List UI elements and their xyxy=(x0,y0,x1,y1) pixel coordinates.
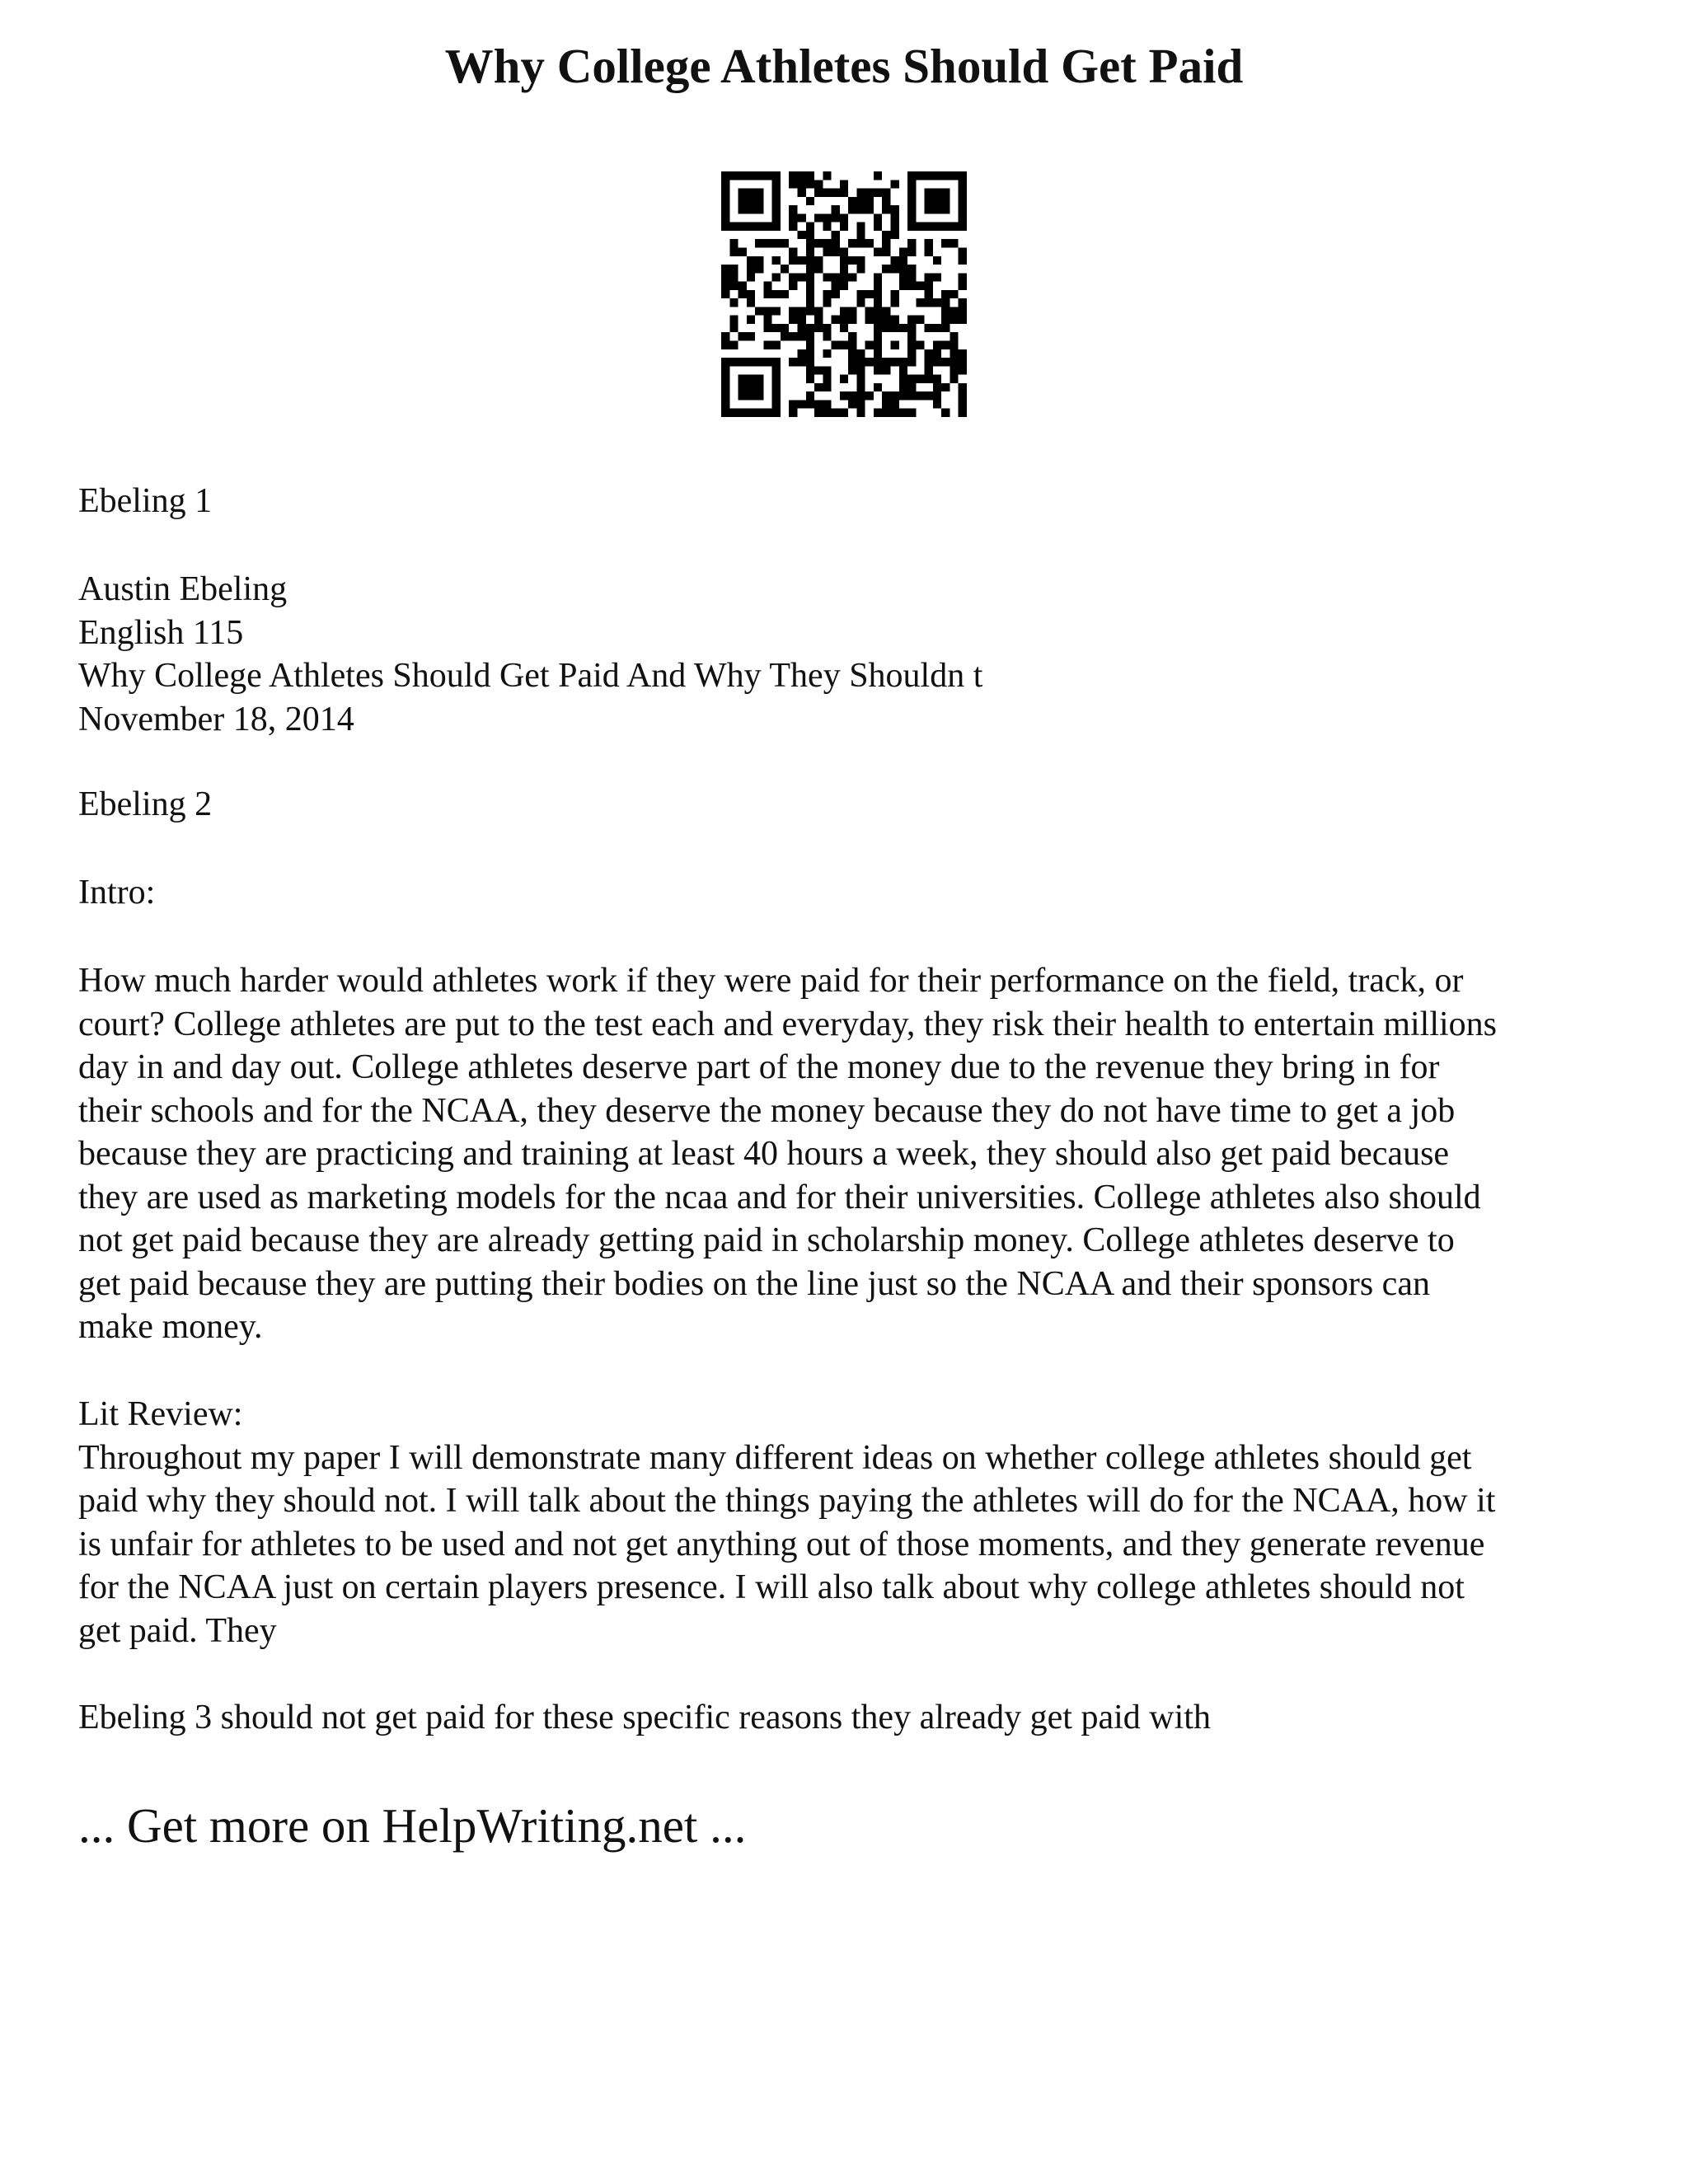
paragraph-line: not get paid because they are already getting paid in scholarship money. College athletes deserve to xyxy=(78,1221,1455,1259)
paragraph-line: paid why they should not. I will talk about the things paying the athletes will do for the NCAA, how it xyxy=(78,1482,1496,1520)
lit-review-section xyxy=(78,1393,1644,1652)
paper-title: Why College Athletes Should Get Paid And Why They Shouldn t xyxy=(78,657,983,695)
paragraph-line: is unfair for athletes to be used and not get anything out of those moments, and they generate revenue xyxy=(78,1525,1485,1563)
paragraph-line: Throughout my paper I will demonstrate many different ideas on whether college athletes should get xyxy=(78,1438,1472,1477)
paragraph-line: day in and day out. College athletes deserve part of the money due to the revenue they bring in for xyxy=(78,1048,1440,1086)
course-name: English 115 xyxy=(78,613,244,652)
paragraph-line: get paid. They xyxy=(78,1611,277,1650)
paragraph-line: their schools and for the NCAA, they deserve the money because they do not have time to get a job xyxy=(78,1091,1456,1130)
author-name: Austin Ebeling xyxy=(78,570,288,608)
paragraph-line: make money. xyxy=(78,1308,263,1346)
document-title: Why College Athletes Should Get Paid xyxy=(444,39,1244,93)
paragraph-line: because they are practicing and training at least 40 hours a week, they should also get paid because xyxy=(78,1135,1450,1173)
paragraph-line: court? College athletes are put to the test each and everyday, they risk their health to entertain millions xyxy=(78,1005,1498,1043)
header-page-number-1: Ebeling 1 xyxy=(78,482,213,520)
lit-review-heading: Lit Review: xyxy=(78,1395,243,1433)
qr-code-icon xyxy=(721,171,967,417)
get-more-link[interactable]: ... Get more on HelpWriting.net ... xyxy=(78,1798,747,1853)
paper-date: November 18, 2014 xyxy=(78,700,354,738)
page-3-line: Ebeling 3 should not get paid for these specific reasons they already get paid with xyxy=(78,1699,1211,1736)
paragraph-line: they are used as marketing models for the ncaa and for their universities. College athletes also should xyxy=(78,1178,1481,1216)
paragraph-line: How much harder would athletes work if they were paid for their performance on the field, track, or xyxy=(78,962,1464,1000)
header-page-number-2: Ebeling 2 xyxy=(78,785,213,823)
intro-heading: Intro: xyxy=(78,874,156,912)
paragraph-line: get paid because they are putting their bodies on the line just so the NCAA and their sponsors can xyxy=(78,1264,1430,1303)
author-block xyxy=(78,568,1644,741)
intro-paragraph xyxy=(78,959,1644,1349)
paragraph-line: for the NCAA just on certain players presence. I will also talk about why college athletes should not xyxy=(78,1568,1465,1606)
